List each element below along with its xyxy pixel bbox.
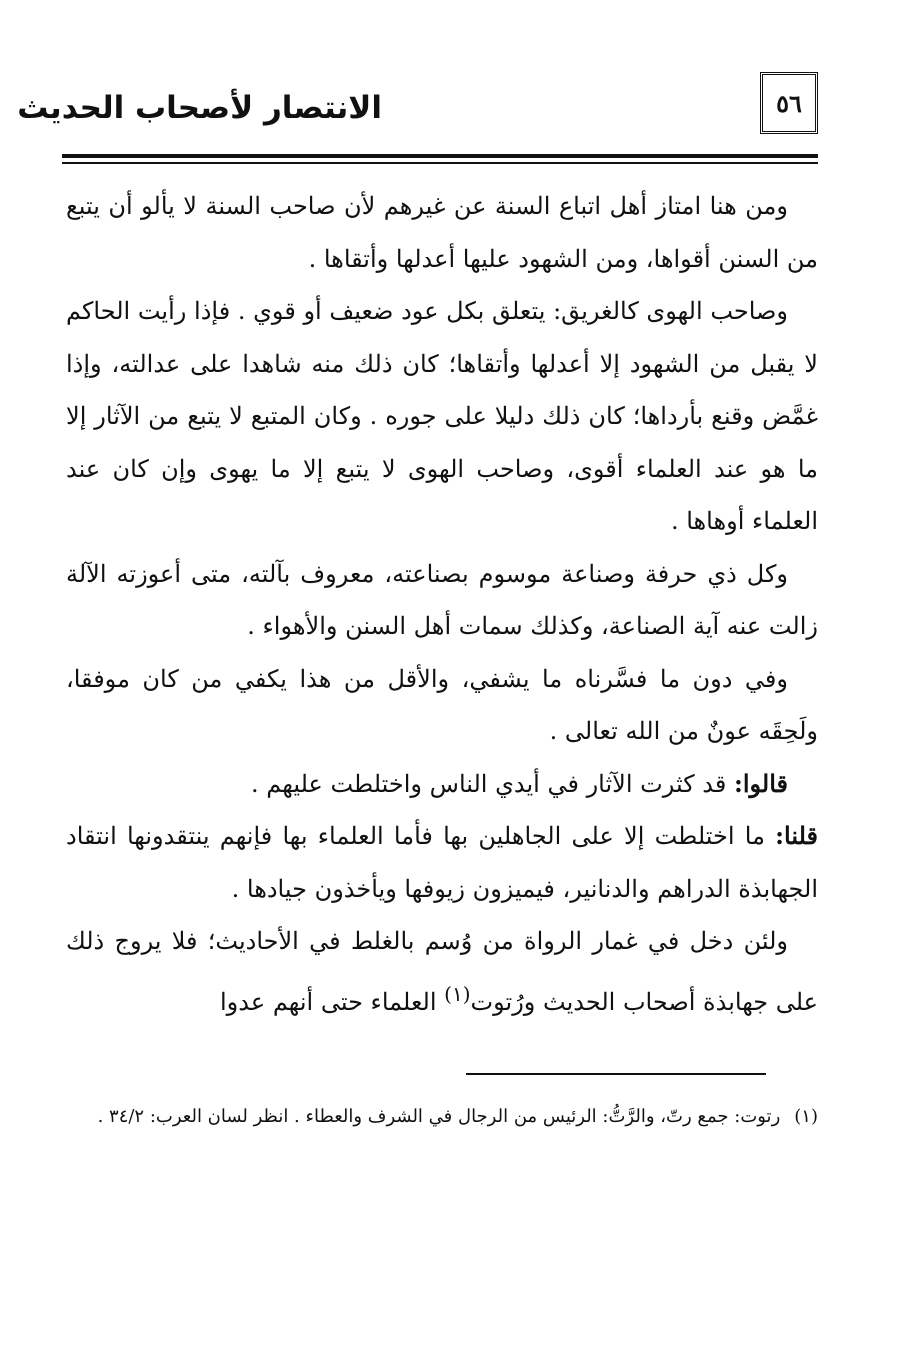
paragraph-7-text-end: العلماء حتى أنهم عدوا <box>220 987 445 1016</box>
header-rule-thin <box>62 162 818 164</box>
paragraph-2: وصاحب الهوى كالغريق: يتعلق بكل عود ضعيف أو قوي . فإذا رأيت الحاكم لا يقبل من الشهود إلا أعدلها وأتقاها؛ كان ذلك منه شاهدا على عدالته، وإذا غمَّض وقنع بأرداها؛ كان ذلك دليلا على جوره . وكان المتبع لا يتبع من الآثار إلا ما هو عند العلماء أقوى، وصاحب الهوى لا يتبع إلا ما يهوى وإن كان عند العلماء أوهاها . <box>66 297 818 535</box>
paragraph-1: ومن هنا امتاز أهل اتباع السنة عن غيرهم لأن صاحب السنة لا يألو أن يتبع من السنن أقواها، ومن الشهود عليها أعدلها وأتقاها . <box>66 192 818 273</box>
paragraph-7 <box>66 915 818 1028</box>
paragraph-5-text: قد كثرت الآثار في أيدي الناس واختلطت عليهم . <box>251 769 734 798</box>
qalu-lead: قالوا: <box>733 768 788 798</box>
qulna-lead: قلنا: <box>775 821 818 850</box>
header-rule <box>62 154 818 158</box>
running-title: الانتصار لأصحاب الحديث <box>17 90 382 126</box>
paragraph-5 <box>66 758 818 811</box>
paragraph-6-text: ما اختلطت إلا على الجاهلين بها فأما العلماء بها فإنهم ينتقدونها انتقاد الجهابذة الدراهم والدنانير، فيميزون زيوفها ويأخذون جيادها . <box>66 822 818 903</box>
footnote-marker: (١) <box>794 1106 818 1127</box>
footnote-separator <box>466 1073 766 1075</box>
footnote-reference: (١) <box>444 981 471 1006</box>
footnote-text: رتوت: جمع رتّ، والرَّتُّ: الرئيس من الرجال في الشرف والعطاء . انظر لسان العرب: ٣٤/٢ . <box>97 1106 781 1127</box>
page-header <box>17 72 818 152</box>
page-number: ٥٦ <box>760 72 818 134</box>
paragraph-4: وفي دون ما فسَّرناه ما يشفي، والأقل من هذا يكفي من كان موفقا، ولَحِقَه عونٌ من الله تعالى . <box>66 664 818 745</box>
body-text <box>66 180 818 1028</box>
paragraph-3: وكل ذي حرفة وصناعة موسوم بصناعته، معروف بآلته، متى أعوزته الآلة زالت عنه آية الصناعة، وكذلك سمات أهل السنن والأهواء . <box>66 559 818 640</box>
paragraph-7-text: ولئن دخل في غمار الرواة من وُسم بالغلط في الأحاديث؛ فلا يروج ذلك على جهابذة أصحاب الحديث ورُتوت <box>66 927 818 1016</box>
footnote <box>66 1098 818 1136</box>
paragraph-6 <box>66 810 818 915</box>
